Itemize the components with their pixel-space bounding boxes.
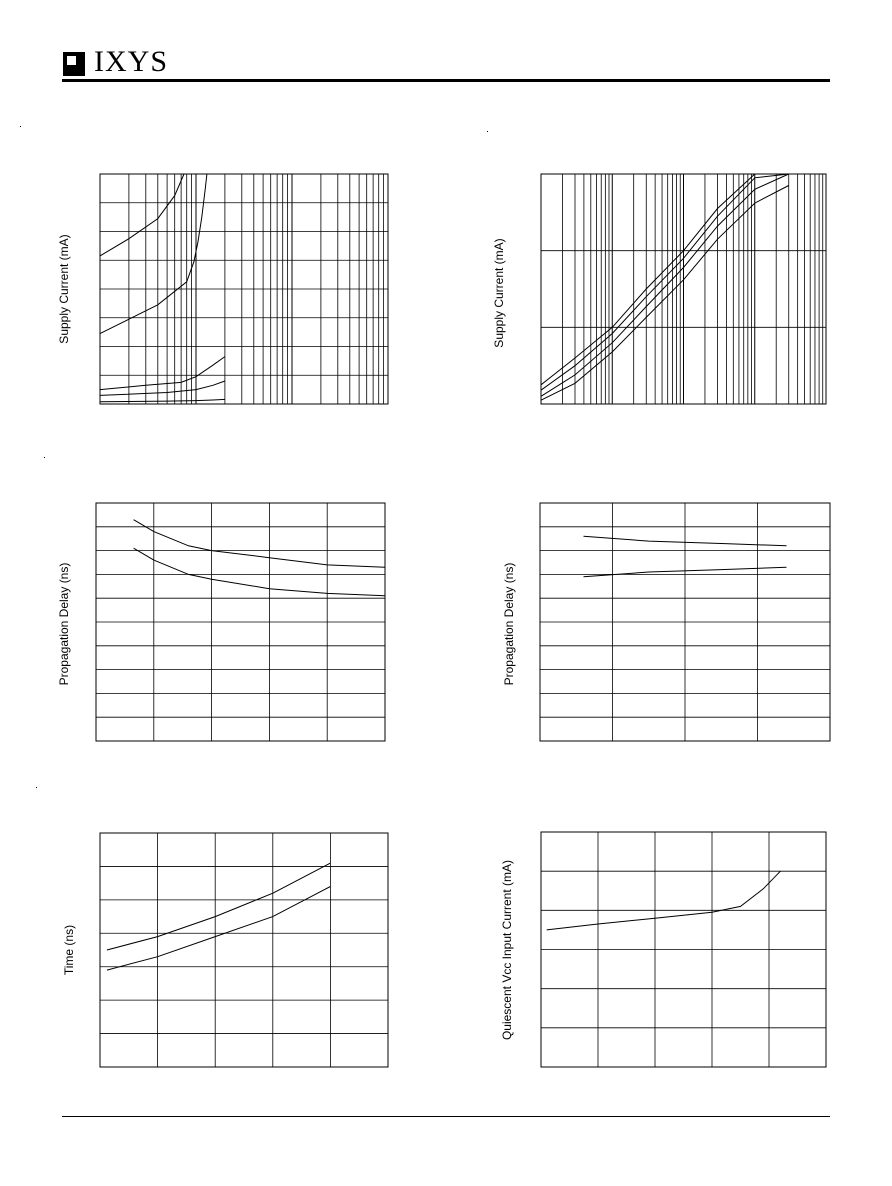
y-axis-label: Time (ns) <box>62 924 76 976</box>
ixys-logo-text: IXYS <box>94 45 169 78</box>
chart-2 <box>492 174 826 404</box>
chart-5 <box>62 833 388 1067</box>
plot-frame <box>100 833 388 1067</box>
series-line-2 <box>107 887 331 971</box>
series-line-1 <box>107 863 331 950</box>
series-line-1 <box>100 174 184 256</box>
series-line-1 <box>547 871 781 930</box>
footer-rule <box>62 1116 830 1117</box>
y-axis-label: Propagation Delay (ns) <box>502 562 516 686</box>
y-axis-label: Propagation Delay (ns) <box>57 562 71 686</box>
chart-4 <box>502 503 830 741</box>
series-line-2 <box>134 548 385 596</box>
chart-1 <box>57 174 388 404</box>
chart-6 <box>500 832 826 1067</box>
y-axis-label: Supply Current (mA) <box>492 238 506 348</box>
series-line-2 <box>100 174 207 334</box>
series-line-5 <box>100 399 225 401</box>
y-axis-label: Supply Current (mA) <box>57 234 71 344</box>
y-axis-label: Quiescent Vcc Input Current (mA) <box>500 859 514 1041</box>
chart-3 <box>57 503 385 741</box>
series-line-3 <box>100 357 225 390</box>
